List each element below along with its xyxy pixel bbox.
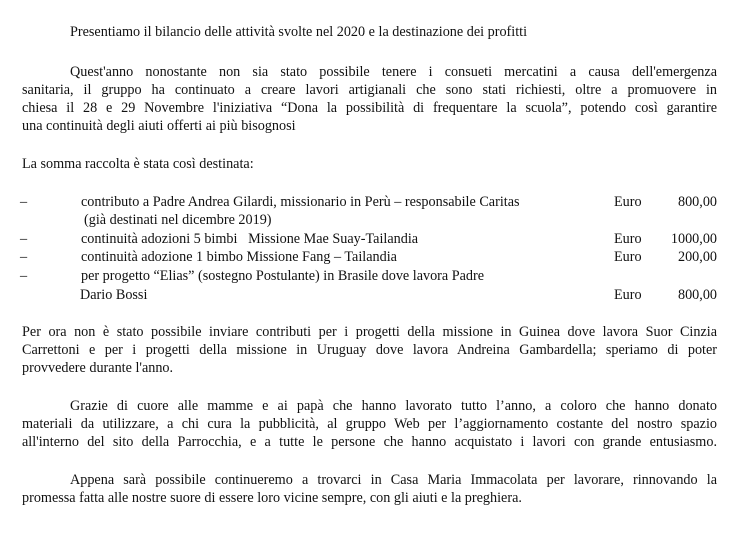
- list-item-currency: Euro: [614, 249, 642, 265]
- list-item-text-continued: Dario Bossi: [80, 287, 148, 303]
- paragraph-line: Carrettoni e per i progetti della missione in Uruguay dove lavora Andreina Gambardella; speriamo di poter: [22, 342, 717, 358]
- paragraph-line: provvedere durante l'anno.: [22, 360, 174, 376]
- list-item-currency: Euro: [614, 194, 642, 210]
- paragraph-line: promessa fatta alle nostre suore di essere loro vicine sempre, con gli aiuti e la preghiera.: [22, 490, 522, 506]
- paragraph-line: chiesa il 28 e 29 Novembre l'iniziativa “Dona la possibilità di frequentare la scuola”, potendo così garantire: [22, 100, 717, 116]
- list-dash: –: [20, 268, 28, 284]
- paragraph-line: Per ora non è stato possibile inviare contributi per i progetti della missione in Guinea dove lavora Suor Cinzia: [22, 324, 717, 340]
- paragraph-line: all'interno del sito della Parrocchia, e a tutte le persone che hanno acquistato i lavori con grande entusiasmo.: [22, 434, 717, 450]
- list-item-amount: 1000,00: [670, 231, 717, 247]
- paragraph-line: una continuità degli aiuti offerti ai più bisognosi: [22, 118, 296, 134]
- list-item-text: per progetto “Elias” (sostegno Postulante) in Brasile dove lavora Padre: [81, 268, 485, 284]
- document-title: Presentiamo il bilancio delle attività svolte nel 2020 e la destinazione dei profitti: [70, 24, 528, 40]
- list-item-amount: 200,00: [677, 249, 717, 265]
- list-item-text: continuità adozione 1 bimbo Missione Fang – Tailandia: [81, 249, 397, 265]
- paragraph-line: Quest'anno nonostante non sia stato possibile tenere i consueti mercatini a causa dell'emergenza: [70, 64, 717, 80]
- list-item-note: (già destinati nel dicembre 2019): [84, 212, 272, 228]
- list-item-text: continuità adozioni 5 bimbi Missione Mae Suay-Tailandia: [81, 231, 419, 247]
- list-intro: La somma raccolta è stata così destinata:: [22, 156, 254, 172]
- list-item-currency: Euro: [614, 287, 642, 303]
- list-dash: –: [20, 194, 28, 210]
- paragraph-line: materiali da utilizzare, a chi cura la pubblicità, al gruppo Web per l’aggiornamento costante del nostro spazio: [22, 416, 717, 432]
- list-item-amount: 800,00: [677, 287, 717, 303]
- paragraph-line: sanitaria, il gruppo ha continuato a creare lavori artigianali che sono stati richiesti, oltre a promuovere in: [22, 82, 717, 98]
- list-item-currency: Euro: [614, 231, 642, 247]
- list-dash: –: [20, 249, 28, 265]
- list-item-amount: 800,00: [677, 194, 717, 210]
- list-dash: –: [20, 231, 28, 247]
- paragraph-line: Grazie di cuore alle mamme e ai papà che hanno lavorato tutto l’anno, a coloro che hanno donato: [70, 398, 717, 414]
- list-item-text: contributo a Padre Andrea Gilardi, missionario in Perù – responsabile Caritas: [81, 194, 520, 210]
- paragraph-line: Appena sarà possibile continueremo a trovarci in Casa Maria Immacolata per lavorare, rinnovando la: [70, 472, 717, 488]
